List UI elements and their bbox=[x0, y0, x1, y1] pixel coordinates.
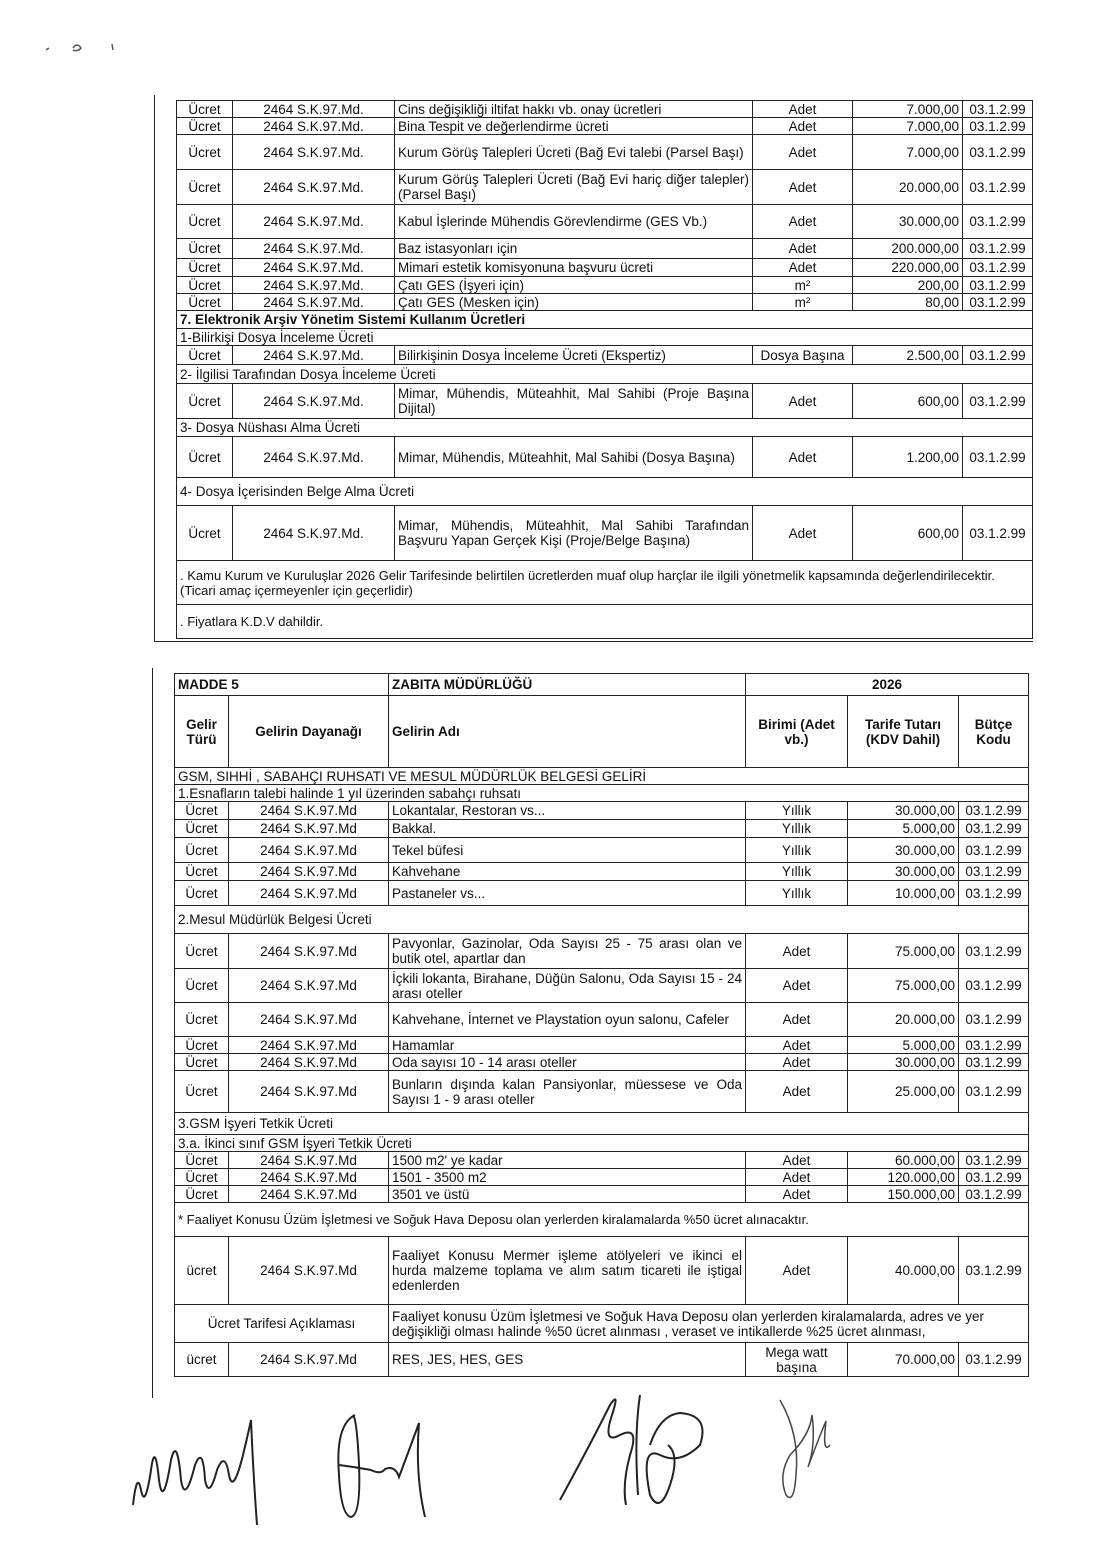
table-row bbox=[175, 1003, 1029, 1037]
income-type: Ücret bbox=[177, 170, 233, 205]
subsection-row bbox=[177, 419, 1033, 437]
income-name: Bunların dışında kalan Pansiyonlar, müessese ve Oda Sayısı 1 - 9 arası oteller bbox=[389, 1071, 746, 1113]
subsection-row bbox=[175, 1113, 1029, 1135]
income-name: Kahvehane bbox=[389, 863, 746, 881]
unit: Adet bbox=[746, 1054, 848, 1071]
income-name: 3501 ve üstü bbox=[389, 1186, 746, 1203]
scan-artifact-mark bbox=[28, 38, 128, 56]
signature-1 bbox=[125, 1410, 295, 1530]
budget-code: 03.1.2.99 bbox=[963, 205, 1033, 239]
table-row bbox=[175, 820, 1029, 838]
tariff-amount: 30.000,00 bbox=[853, 205, 963, 239]
income-basis: 2464 S.K.97.Md. bbox=[233, 239, 395, 259]
table-row bbox=[177, 101, 1033, 118]
table-row bbox=[175, 934, 1029, 969]
signature-4 bbox=[760, 1395, 850, 1510]
subsection-title: 3.a. İkinci sınıf GSM İşyeri Tetkik Ücreti bbox=[175, 1135, 1029, 1152]
income-basis: 2464 S.K.97.Md bbox=[229, 1343, 389, 1377]
income-type: Ücret bbox=[177, 506, 233, 561]
table-row bbox=[177, 259, 1033, 277]
tariff-amount: 150.000,00 bbox=[848, 1186, 959, 1203]
tariff-amount: 7.000,00 bbox=[853, 101, 963, 118]
income-basis: 2464 S.K.97.Md bbox=[229, 1037, 389, 1054]
unit: Adet bbox=[746, 1237, 848, 1305]
income-name: Tekel büfesi bbox=[389, 838, 746, 863]
income-basis: 2464 S.K.97.Md. bbox=[233, 506, 395, 561]
income-basis: 2464 S.K.97.Md bbox=[229, 1054, 389, 1071]
subsection-row bbox=[175, 785, 1029, 802]
income-basis: 2464 S.K.97.Md bbox=[229, 863, 389, 881]
table-row bbox=[175, 838, 1029, 863]
unit: Adet bbox=[746, 969, 848, 1003]
income-basis: 2464 S.K.97.Md bbox=[229, 1237, 389, 1305]
income-type: Ücret bbox=[175, 1169, 229, 1186]
table-row bbox=[175, 863, 1029, 881]
income-name: Çatı GES (İşyeri için) bbox=[395, 277, 753, 294]
budget-code: 03.1.2.99 bbox=[963, 506, 1033, 561]
income-name: 1501 - 3500 m2 bbox=[389, 1169, 746, 1186]
income-type: Ücret bbox=[177, 259, 233, 277]
income-type: Ücret bbox=[177, 101, 233, 118]
tariff-year: 2026 bbox=[746, 674, 1029, 696]
table-row bbox=[175, 1054, 1029, 1071]
budget-code: 03.1.2.99 bbox=[959, 820, 1029, 838]
budget-code: 03.1.2.99 bbox=[963, 239, 1033, 259]
income-type: Ücret bbox=[175, 969, 229, 1003]
tariff-amount: 600,00 bbox=[853, 384, 963, 419]
tariff-amount: 30.000,00 bbox=[848, 1054, 959, 1071]
unit: Adet bbox=[753, 239, 853, 259]
income-basis: 2464 S.K.97.Md bbox=[229, 1003, 389, 1037]
tariff-amount: 200.000,00 bbox=[853, 239, 963, 259]
unit: Adet bbox=[746, 1071, 848, 1113]
income-type: Ücret bbox=[175, 1186, 229, 1203]
income-basis: 2464 S.K.97.Md. bbox=[233, 205, 395, 239]
unit: Yıllık bbox=[746, 881, 848, 906]
budget-code: 03.1.2.99 bbox=[959, 1343, 1029, 1377]
unit: Yıllık bbox=[746, 802, 848, 820]
tariff-amount: 20.000,00 bbox=[853, 170, 963, 205]
income-type: Ücret bbox=[177, 437, 233, 478]
table-row bbox=[175, 1169, 1029, 1186]
income-type: Ücret bbox=[175, 802, 229, 820]
department-name: ZABITA MÜDÜRLÜĞÜ bbox=[389, 674, 746, 696]
tariff-amount: 120.000,00 bbox=[848, 1169, 959, 1186]
title-row bbox=[175, 674, 1029, 696]
group-title: GSM, SIHHİ , SABAHÇI RUHSATI VE MESUL MÜDÜRLÜK BELGESİ GELİRİ bbox=[175, 768, 1029, 785]
unit: Adet bbox=[746, 1186, 848, 1203]
budget-code: 03.1.2.99 bbox=[959, 1237, 1029, 1305]
table-row bbox=[177, 239, 1033, 259]
tariff-amount: 5.000,00 bbox=[848, 1037, 959, 1054]
budget-code: 03.1.2.99 bbox=[963, 346, 1033, 365]
note-grape-cold-storage: * Faaliyet Konusu Üzüm İşletmesi ve Soğuk Hava Deposu olan yerlerden kiralamalarda %50 ücret alınacaktır. bbox=[175, 1203, 1029, 1237]
income-basis: 2464 S.K.97.Md. bbox=[233, 259, 395, 277]
header-row bbox=[175, 696, 1029, 768]
income-type: Ücret bbox=[177, 384, 233, 419]
subsection-title: 1-Bilirkişi Dosya İnceleme Ücreti bbox=[177, 329, 1033, 346]
income-name: Bilirkişinin Dosya İnceleme Ücreti (Ekspertiz) bbox=[395, 346, 753, 365]
income-name: Baz istasyonları için bbox=[395, 239, 753, 259]
income-name: Cins değişikliği iltifat hakkı vb. onay ücretleri bbox=[395, 101, 753, 118]
income-name: Kurum Görüş Talepleri Ücreti (Bağ Evi hariç diğer talepler) (Parsel Başı) bbox=[395, 170, 753, 205]
tariff-amount: 200,00 bbox=[853, 277, 963, 294]
col-header-income-name: Gelirin Adı bbox=[389, 696, 746, 768]
table-row bbox=[175, 1037, 1029, 1054]
table-row bbox=[177, 277, 1033, 294]
tariff-amount: 30.000,00 bbox=[848, 838, 959, 863]
income-type: Ücret bbox=[175, 838, 229, 863]
income-name: RES, JES, HES, GES bbox=[389, 1343, 746, 1377]
income-basis: 2464 S.K.97.Md bbox=[229, 969, 389, 1003]
unit: Adet bbox=[753, 384, 853, 419]
budget-code: 03.1.2.99 bbox=[959, 802, 1029, 820]
tariff-amount: 10.000,00 bbox=[848, 881, 959, 906]
unit: Adet bbox=[753, 101, 853, 118]
income-type: ücret bbox=[175, 1237, 229, 1305]
budget-code: 03.1.2.99 bbox=[963, 101, 1033, 118]
income-name: Mimar, Mühendis, Müteahhit, Mal Sahibi (Proje Başına Dijital) bbox=[395, 384, 753, 419]
explanation-text: Faaliyet konusu Üzüm İşletmesi ve Soğuk Hava Deposu olan yerlerden kiralamalarda, adres ve yer değişikliği olması halinde %50 ücret alınması , veraset ve intikallerde %25 ücret alınması, bbox=[389, 1305, 1029, 1343]
tariff-amount: 30.000,00 bbox=[848, 863, 959, 881]
income-name: Pavyonlar, Gazinolar, Oda Sayısı 25 - 75 arası olan ve butik otel, apartlar dan bbox=[389, 934, 746, 969]
tariff-amount: 600,00 bbox=[853, 506, 963, 561]
signature-2 bbox=[325, 1405, 435, 1520]
income-type: Ücret bbox=[177, 205, 233, 239]
budget-code: 03.1.2.99 bbox=[963, 118, 1033, 135]
explanation-label: Ücret Tarifesi Açıklaması bbox=[175, 1305, 389, 1343]
income-name: Mimari estetik komisyonuna başvuru ücreti bbox=[395, 259, 753, 277]
tariff-amount: 30.000,00 bbox=[848, 802, 959, 820]
table-row bbox=[175, 1071, 1029, 1113]
unit: Yıllık bbox=[746, 838, 848, 863]
article-number: MADDE 5 bbox=[175, 674, 389, 696]
col-header-income-basis: Gelirin Dayanağı bbox=[229, 696, 389, 768]
tariff-amount: 75.000,00 bbox=[848, 934, 959, 969]
unit: Adet bbox=[746, 1152, 848, 1169]
income-type: Ücret bbox=[177, 135, 233, 170]
income-type: Ücret bbox=[175, 1003, 229, 1037]
budget-code: 03.1.2.99 bbox=[959, 1152, 1029, 1169]
income-basis: 2464 S.K.97.Md bbox=[229, 1152, 389, 1169]
group-row bbox=[175, 768, 1029, 785]
tariff-amount: 2.500,00 bbox=[853, 346, 963, 365]
unit: Yıllık bbox=[746, 863, 848, 881]
income-name: Kahvehane, İnternet ve Playstation oyun salonu, Cafeler bbox=[389, 1003, 746, 1037]
section-heading-electronic-archive: 7. Elektronik Arşiv Yönetim Sistemi Kullanım Ücretleri bbox=[177, 311, 1033, 329]
unit: Adet bbox=[746, 1169, 848, 1186]
income-basis: 2464 S.K.97.Md bbox=[229, 1169, 389, 1186]
subsection-title: 3.GSM İşyeri Tetkik Ücreti bbox=[175, 1113, 1029, 1135]
income-type: Ücret bbox=[177, 346, 233, 365]
budget-code: 03.1.2.99 bbox=[959, 1037, 1029, 1054]
budget-code: 03.1.2.99 bbox=[959, 1071, 1029, 1113]
budget-code: 03.1.2.99 bbox=[963, 384, 1033, 419]
budget-code: 03.1.2.99 bbox=[959, 1186, 1029, 1203]
subsection-row bbox=[177, 329, 1033, 346]
table-row bbox=[177, 170, 1033, 205]
table-row bbox=[175, 969, 1029, 1003]
income-name: Mimar, Mühendis, Müteahhit, Mal Sahibi (Dosya Başına) bbox=[395, 437, 753, 478]
income-basis: 2464 S.K.97.Md. bbox=[233, 384, 395, 419]
budget-code: 03.1.2.99 bbox=[963, 437, 1033, 478]
section-heading-row bbox=[177, 311, 1033, 329]
budget-code: 03.1.2.99 bbox=[959, 1003, 1029, 1037]
table-row bbox=[175, 881, 1029, 906]
income-type: Ücret bbox=[175, 934, 229, 969]
income-type: Ücret bbox=[175, 1054, 229, 1071]
tariff-amount: 1.200,00 bbox=[853, 437, 963, 478]
income-basis: 2464 S.K.97.Md bbox=[229, 934, 389, 969]
budget-code: 03.1.2.99 bbox=[959, 934, 1029, 969]
subsection-title: 2.Mesul Müdürlük Belgesi Ücreti bbox=[175, 906, 1029, 934]
income-basis: 2464 S.K.97.Md. bbox=[233, 437, 395, 478]
unit: Adet bbox=[746, 934, 848, 969]
table-row bbox=[177, 506, 1033, 561]
unit: m² bbox=[753, 277, 853, 294]
tariff-amount: 75.000,00 bbox=[848, 969, 959, 1003]
income-basis: 2464 S.K.97.Md bbox=[229, 838, 389, 863]
tariff-amount: 7.000,00 bbox=[853, 118, 963, 135]
tariff-table-section1 bbox=[176, 100, 1033, 639]
unit: Adet bbox=[753, 118, 853, 135]
income-basis: 2464 S.K.97.Md bbox=[229, 881, 389, 906]
unit: Mega watt başına bbox=[746, 1343, 848, 1377]
budget-code: 03.1.2.99 bbox=[959, 969, 1029, 1003]
unit: Adet bbox=[753, 437, 853, 478]
income-name: Lokantalar, Restoran vs... bbox=[389, 802, 746, 820]
income-name: Hamamlar bbox=[389, 1037, 746, 1054]
budget-code: 03.1.2.99 bbox=[959, 1169, 1029, 1186]
income-basis: 2464 S.K.97.Md. bbox=[233, 170, 395, 205]
col-header-tariff-amount: Tarife Tutarı (KDV Dahil) bbox=[848, 696, 959, 768]
tariff-amount: 5.000,00 bbox=[848, 820, 959, 838]
tariff-amount: 20.000,00 bbox=[848, 1003, 959, 1037]
income-type: Ücret bbox=[177, 239, 233, 259]
tariff-amount: 220.000,00 bbox=[853, 259, 963, 277]
income-name: Pastaneler vs... bbox=[389, 881, 746, 906]
col-header-budget-code: Bütçe Kodu bbox=[959, 696, 1029, 768]
unit: Adet bbox=[746, 1003, 848, 1037]
tariff-amount: 80,00 bbox=[853, 294, 963, 311]
subsection-title: 4- Dosya İçerisinden Belge Alma Ücreti bbox=[177, 478, 1033, 506]
note-row bbox=[175, 1203, 1029, 1237]
income-name: 1500 m2' ye kadar bbox=[389, 1152, 746, 1169]
note-row bbox=[177, 561, 1033, 605]
budget-code: 03.1.2.99 bbox=[963, 259, 1033, 277]
table-row bbox=[177, 346, 1033, 365]
budget-code: 03.1.2.99 bbox=[959, 863, 1029, 881]
subsection-title: 2- İlgilisi Tarafından Dosya İnceleme Ücreti bbox=[177, 365, 1033, 384]
table-row bbox=[177, 384, 1033, 419]
note-public-institutions: . Kamu Kurum ve Kuruluşlar 2026 Gelir Tarifesinde belirtilen ücretlerden muaf olup harçlar ile ilgili yönetmelik kapsamında değerlendirilecektir. (Ticari amaç içermeyenler için geçerlidir) bbox=[177, 561, 1033, 605]
income-name: Mimar, Mühendis, Müteahhit, Mal Sahibi Tarafından Başvuru Yapan Gerçek Kişi (Proje/Belge Başına) bbox=[395, 506, 753, 561]
table-row bbox=[177, 437, 1033, 478]
income-name: İçkili lokanta, Birahane, Düğün Salonu, Oda Sayısı 15 - 24 arası oteller bbox=[389, 969, 746, 1003]
subsection-row bbox=[175, 906, 1029, 934]
subsection-title: 1.Esnafların talebi halinde 1 yıl üzerinden sabahçı ruhsatı bbox=[175, 785, 1029, 802]
note-row bbox=[177, 605, 1033, 639]
income-name: Kurum Görüş Talepleri Ücreti (Bağ Evi talebi (Parsel Başı) bbox=[395, 135, 753, 170]
table-row bbox=[175, 1343, 1029, 1377]
budget-code: 03.1.2.99 bbox=[959, 838, 1029, 863]
income-basis: 2464 S.K.97.Md bbox=[229, 1071, 389, 1113]
income-basis: 2464 S.K.97.Md. bbox=[233, 346, 395, 365]
subsection-row bbox=[177, 478, 1033, 506]
tariff-table-zabita bbox=[174, 673, 1029, 1377]
income-type: Ücret bbox=[177, 294, 233, 311]
budget-code: 03.1.2.99 bbox=[959, 881, 1029, 906]
unit: Adet bbox=[746, 1037, 848, 1054]
income-basis: 2464 S.K.97.Md. bbox=[233, 135, 395, 170]
income-name: Bina Tespit ve değerlendirme ücreti bbox=[395, 118, 753, 135]
income-name: Bakkal. bbox=[389, 820, 746, 838]
note-vat-included: . Fiyatlara K.D.V dahildir. bbox=[177, 605, 1033, 639]
budget-code: 03.1.2.99 bbox=[959, 1054, 1029, 1071]
income-type: ücret bbox=[175, 1343, 229, 1377]
income-type: Ücret bbox=[175, 1071, 229, 1113]
budget-code: 03.1.2.99 bbox=[963, 135, 1033, 170]
table-row bbox=[175, 802, 1029, 820]
income-type: Ücret bbox=[177, 277, 233, 294]
income-name: Çatı GES (Mesken için) bbox=[395, 294, 753, 311]
unit: Dosya Başına bbox=[753, 346, 853, 365]
tariff-amount: 60.000,00 bbox=[848, 1152, 959, 1169]
income-type: Ücret bbox=[175, 820, 229, 838]
income-basis: 2464 S.K.97.Md. bbox=[233, 101, 395, 118]
unit: Adet bbox=[753, 135, 853, 170]
unit: m² bbox=[753, 294, 853, 311]
tariff-amount: 40.000,00 bbox=[848, 1237, 959, 1305]
income-name: Kabul İşlerinde Mühendis Görevlendirme (GES Vb.) bbox=[395, 205, 753, 239]
income-name: Faaliyet Konusu Mermer işleme atölyeleri ve ikinci el hurda malzeme toplama ve alım satım ticareti ile iştigal edenlerden bbox=[389, 1237, 746, 1305]
unit: Yıllık bbox=[746, 820, 848, 838]
income-basis: 2464 S.K.97.Md bbox=[229, 820, 389, 838]
income-type: Ücret bbox=[175, 1037, 229, 1054]
income-type: Ücret bbox=[175, 1152, 229, 1169]
unit: Adet bbox=[753, 506, 853, 561]
col-header-income-type: Gelir Türü bbox=[175, 696, 229, 768]
income-basis: 2464 S.K.97.Md bbox=[229, 1186, 389, 1203]
explanation-row bbox=[175, 1305, 1029, 1343]
income-basis: 2464 S.K.97.Md. bbox=[233, 277, 395, 294]
unit: Adet bbox=[753, 170, 853, 205]
signature-3 bbox=[550, 1385, 750, 1525]
subsection-title: 3- Dosya Nüshası Alma Ücreti bbox=[177, 419, 1033, 437]
table-row bbox=[177, 294, 1033, 311]
col-header-unit: Birimi (Adet vb.) bbox=[746, 696, 848, 768]
income-basis: 2464 S.K.97.Md. bbox=[233, 294, 395, 311]
tariff-amount: 7.000,00 bbox=[853, 135, 963, 170]
budget-code: 03.1.2.99 bbox=[963, 294, 1033, 311]
subsection-row bbox=[177, 365, 1033, 384]
income-name: Oda sayısı 10 - 14 arası oteller bbox=[389, 1054, 746, 1071]
income-type: Ücret bbox=[177, 118, 233, 135]
table-row bbox=[177, 118, 1033, 135]
subsection-row bbox=[175, 1135, 1029, 1152]
unit: Adet bbox=[753, 205, 853, 239]
income-type: Ücret bbox=[175, 863, 229, 881]
income-type: Ücret bbox=[175, 881, 229, 906]
table-row bbox=[177, 135, 1033, 170]
unit: Adet bbox=[753, 259, 853, 277]
budget-code: 03.1.2.99 bbox=[963, 170, 1033, 205]
table-row bbox=[175, 1237, 1029, 1305]
tariff-amount: 70.000,00 bbox=[848, 1343, 959, 1377]
income-basis: 2464 S.K.97.Md. bbox=[233, 118, 395, 135]
table-row bbox=[175, 1152, 1029, 1169]
table-row bbox=[177, 205, 1033, 239]
table-row bbox=[175, 1186, 1029, 1203]
budget-code: 03.1.2.99 bbox=[963, 277, 1033, 294]
income-basis: 2464 S.K.97.Md bbox=[229, 802, 389, 820]
tariff-amount: 25.000,00 bbox=[848, 1071, 959, 1113]
